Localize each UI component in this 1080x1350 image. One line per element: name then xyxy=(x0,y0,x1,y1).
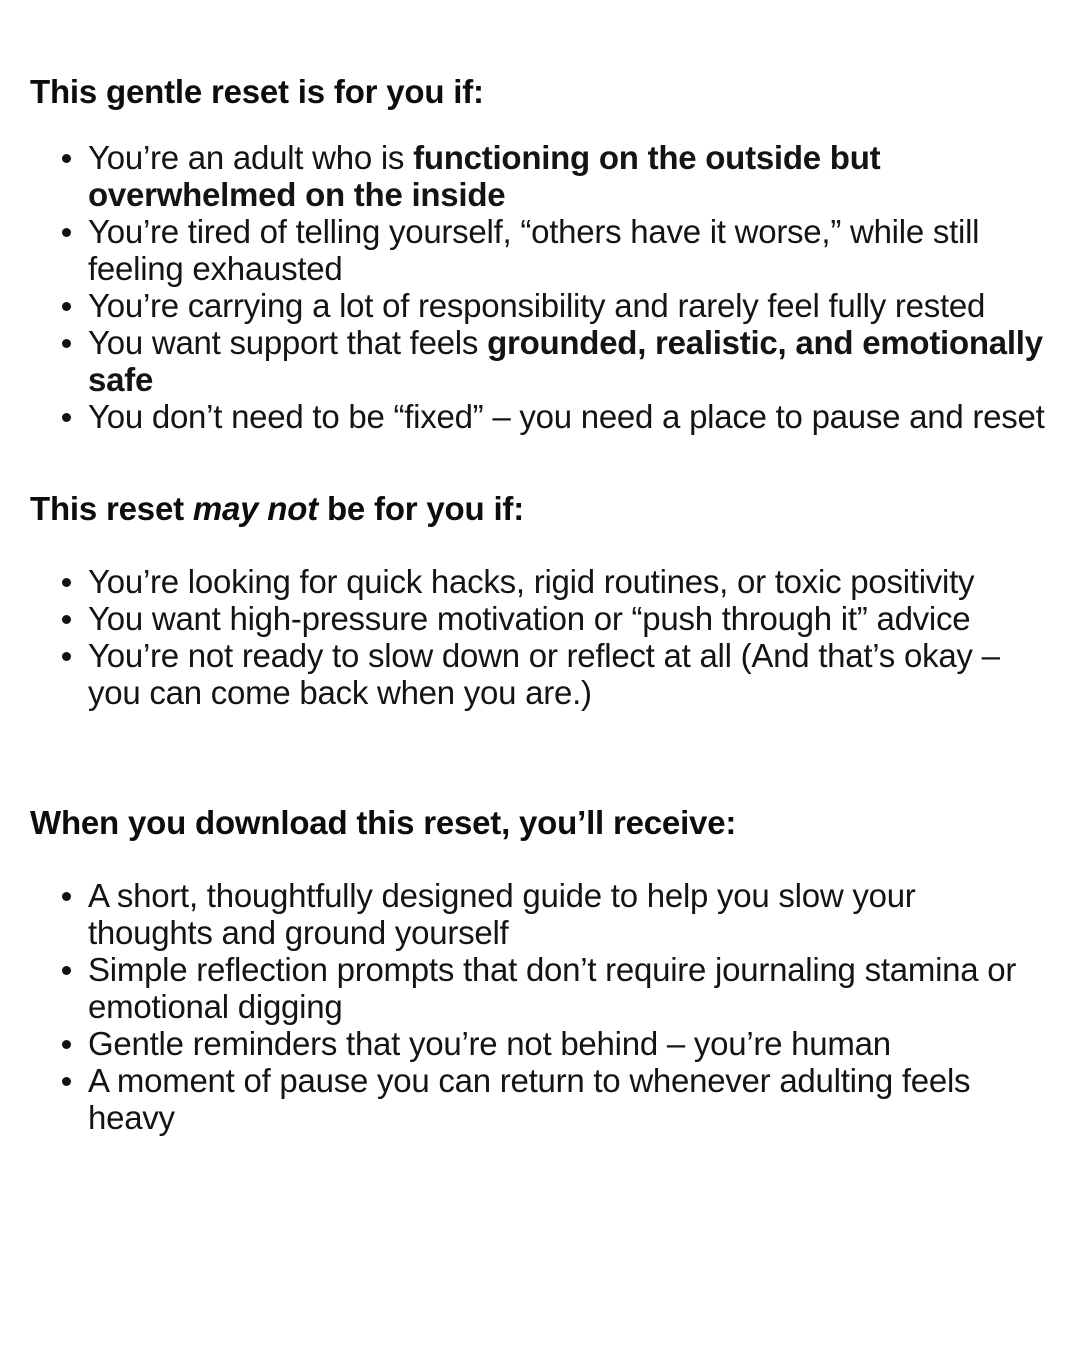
bullet-list-for-you-if xyxy=(30,139,1045,435)
item-lead-text: You want support that feels xyxy=(88,324,488,361)
spacer xyxy=(30,711,1045,803)
item-strong-text: functioning on the outside but overwhelmed on the inside xyxy=(88,139,881,213)
item-lead-text: You’re tired of telling yourself, “others have it worse,” while still feeling exhausted xyxy=(88,213,980,287)
section-for-you-if xyxy=(30,72,1045,435)
heading-prefix-text: This reset xyxy=(30,490,193,527)
list-item xyxy=(30,600,1045,637)
spacer xyxy=(30,112,1045,139)
list-item xyxy=(30,1062,1045,1136)
list-item xyxy=(30,637,1045,711)
section-heading-for-you-if xyxy=(30,72,1045,112)
section-heading-may-not-be-for-you xyxy=(30,489,1045,529)
section-heading-what-you-receive xyxy=(30,803,1045,843)
section-what-you-receive xyxy=(30,803,1045,1136)
section-may-not-be-for-you xyxy=(30,489,1045,711)
item-lead-text: Simple reflection prompts that don’t require journaling stamina or emotional digging xyxy=(88,951,1017,1025)
heading-suffix-text: be for you if: xyxy=(318,490,524,527)
bullet-list-what-you-receive xyxy=(30,877,1045,1136)
list-item xyxy=(30,139,1045,213)
list-item xyxy=(30,951,1045,1025)
item-lead-text: A short, thoughtfully designed guide to help you slow your thoughts and ground yourself xyxy=(88,877,916,951)
list-item xyxy=(30,877,1045,951)
spacer xyxy=(30,435,1045,489)
item-lead-text: You don’t need to be “fixed” – you need a place to pause and reset xyxy=(88,398,1045,435)
spacer xyxy=(30,843,1045,877)
list-item xyxy=(30,287,1045,324)
heading-text: When you download this reset, you’ll receive: xyxy=(30,804,737,841)
heading-text: This gentle reset is for you if: xyxy=(30,73,484,110)
item-lead-text: You’re carrying a lot of responsibility and rarely feel fully rested xyxy=(88,287,986,324)
list-item xyxy=(30,398,1045,435)
item-lead-text: You’re not ready to slow down or reflect at all (And that’s okay – you can come back when you are.) xyxy=(88,637,1000,711)
list-item xyxy=(30,213,1045,287)
list-item xyxy=(30,1025,1045,1062)
bullet-list-may-not-be-for-you xyxy=(30,563,1045,711)
list-item xyxy=(30,563,1045,600)
spacer xyxy=(30,529,1045,563)
item-lead-text: You’re looking for quick hacks, rigid routines, or toxic positivity xyxy=(88,563,975,600)
list-item xyxy=(30,324,1045,398)
item-lead-text: You want high-pressure motivation or “push through it” advice xyxy=(88,600,971,637)
heading-emphasis-text: may not xyxy=(192,490,318,527)
item-lead-text: Gentle reminders that you’re not behind – you’re human xyxy=(88,1025,891,1062)
item-lead-text: A moment of pause you can return to whenever adulting feels heavy xyxy=(88,1062,971,1136)
item-lead-text: You’re an adult who is xyxy=(88,139,414,176)
item-strong-text: grounded, realistic, and emotionally safe xyxy=(88,324,1043,398)
